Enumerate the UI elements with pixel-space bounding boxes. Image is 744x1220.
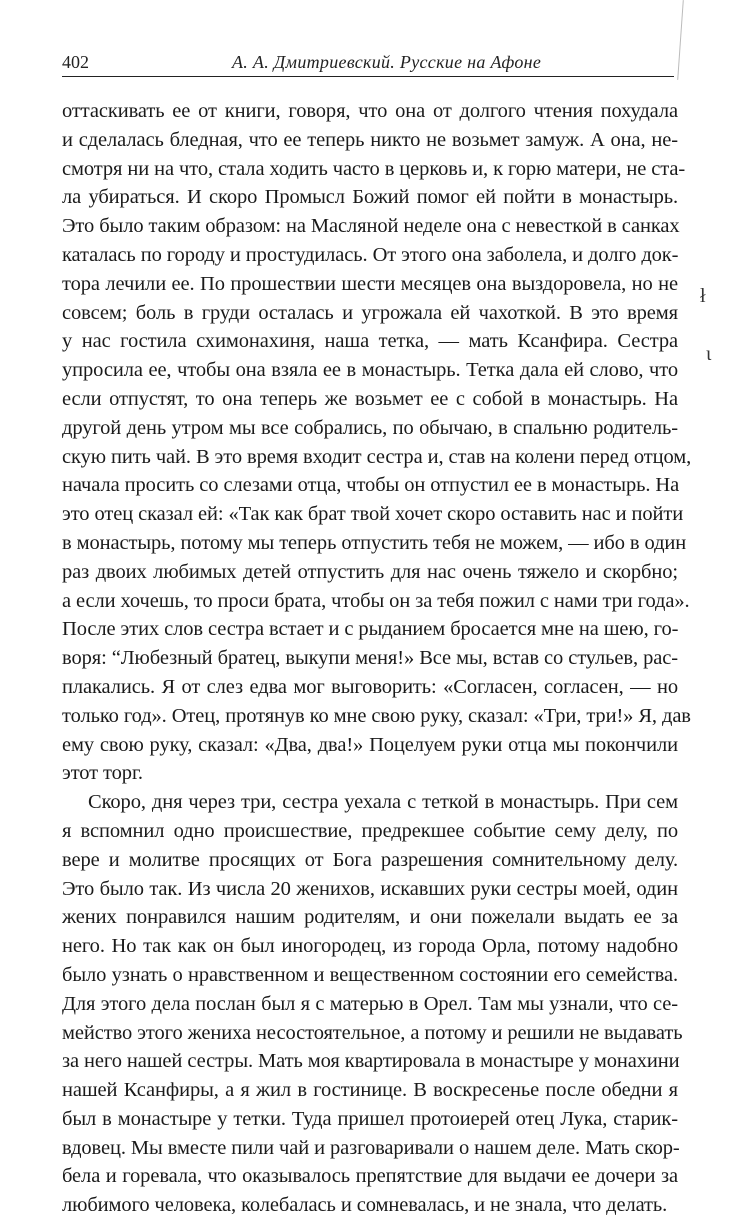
page-number: 402 [62,52,89,72]
text-line: скую пить чай. В это время входит сестра и, став на колени перед отцом, [62,445,692,468]
text-line: любимого человека, колебалась и сомневалась, и не знала, что делать. [62,1194,668,1217]
paragraph [62,97,692,788]
text-line: если отпустят, то она теперь же возьмет ее с собой в монастырь. На [62,387,678,410]
text-line: другой день утром мы все собрались, по обычаю, в спальню родитель- [62,416,678,439]
running-title: А. А. Дмитриевский. Русские на Афоне [232,52,542,72]
text-line: а если хочешь, то проси брата, чтобы он за тебя пожил с нами три года». [62,589,690,612]
text-line: нашей Ксанфиры, а я жил в гостинице. В воскресенье после обедни я [62,1079,678,1102]
text-line: каталась по городу и простудилась. От этого она заболела, и долго док- [62,243,679,266]
text-line: совсем; боль в груди осталась и угрожала ей чахоткой. В это время [62,301,678,324]
text-line: упросила ее, чтобы она взяла ее в монастырь. Тетка дала ей слово, что [62,359,678,382]
text-line: жених понравился нашим родителям, и они пожелали выдать ее за [62,906,678,929]
text-line: Скоро, дня через три, сестра уехала с теткой в монастырь. При сем [88,791,678,814]
page-header [62,50,674,77]
paragraph [62,788,683,1220]
text-line: начала просить со слезами отца, чтобы он отпустил ее в монастырь. На [62,474,680,497]
text-line: за него нашей сестры. Мать моя квартировала в монастыре у монахини [62,1050,680,1073]
text-line: в монастырь, потому мы теперь отпустить тебя не можем, — ибо в один [62,531,687,554]
text-line: раз двоих любимых детей отпустить для нас очень тяжело и скорбно; [62,560,678,583]
text-line: него. Но так как он был иногородец, из города Орла, потому надобно [62,935,678,958]
text-line: был в монастыре у тетки. Туда пришел протоиерей отец Лука, старик- [62,1107,678,1130]
text-line: смотря ни на что, стала ходить часто в церковь и, к горю матери, не ста- [62,157,686,180]
text-line: вдовец. Мы вместе пили чай и разговаривали о нашем деле. Мать скор- [62,1136,680,1159]
text-line: ла убираться. И скоро Промысл Божий помог ей пойти в монастырь. [62,186,678,209]
text-line: бела и горевала, что оказывалось препятствие для выдачи ее дочери за [62,1165,678,1188]
text-line: Это было так. Из числа 20 женихов, искавших руки сестры моей, один [62,877,678,900]
text-line: Для этого дела послан был я с матерью в Орел. Там мы узнали, что се- [62,992,678,1015]
text-line: и сделалась бледная, что ее теперь никто не возьмет замуж. А она, не- [62,128,678,151]
margin-mark: ł [700,285,706,307]
text-line: тора лечили ее. По прошествии шести месяцев она выздоровела, но не [62,272,678,295]
text-line: оттаскивать ее от книги, говоря, что она от долгого чтения похудала [62,100,678,122]
text-line: ему свою руку, сказал: «Два, два!» Поцелуем руки отца мы покончили [62,733,678,756]
text-line: у нас гостила схимонахиня, наша тетка, — мать Ксанфира. Сестра [62,330,678,353]
text-line: плакались. Я от слез едва мог выговорить: «Согласен, согласен, — но [62,675,678,698]
body-text [62,97,692,1220]
margin-mark: ι [706,343,712,365]
text-line: Это было таким образом: на Масляной неделе она с невесткой в санках [62,215,680,238]
text-line: это отец сказал ей: «Так как брат твой хочет скоро оставить нас и пойти [62,503,684,526]
text-line: я вспомнил одно происшествие, предрекшее событие сему делу, по [62,819,678,842]
text-line: мейство этого жениха несостоятельное, а потому и решили не выдавать [62,1021,683,1044]
text-line: было узнать о нравственном и вещественном состоянии его семейства. [62,963,678,986]
text-line: вере и молитве просящих от Бога разрешения сомнительному делу. [62,848,678,871]
text-line: После этих слов сестра встает и с рыданием бросается мне на шею, го- [62,618,679,641]
text-line: только год». Отец, протянув ко мне свою руку, сказал: «Три, три!» Я, дав [62,704,691,727]
text-line: этот торг. [62,762,143,785]
text-line: воря: “Любезный братец, выкупи меня!» Все мы, встав со стульев, рас- [62,647,678,670]
scan-artifact-line [677,0,684,80]
